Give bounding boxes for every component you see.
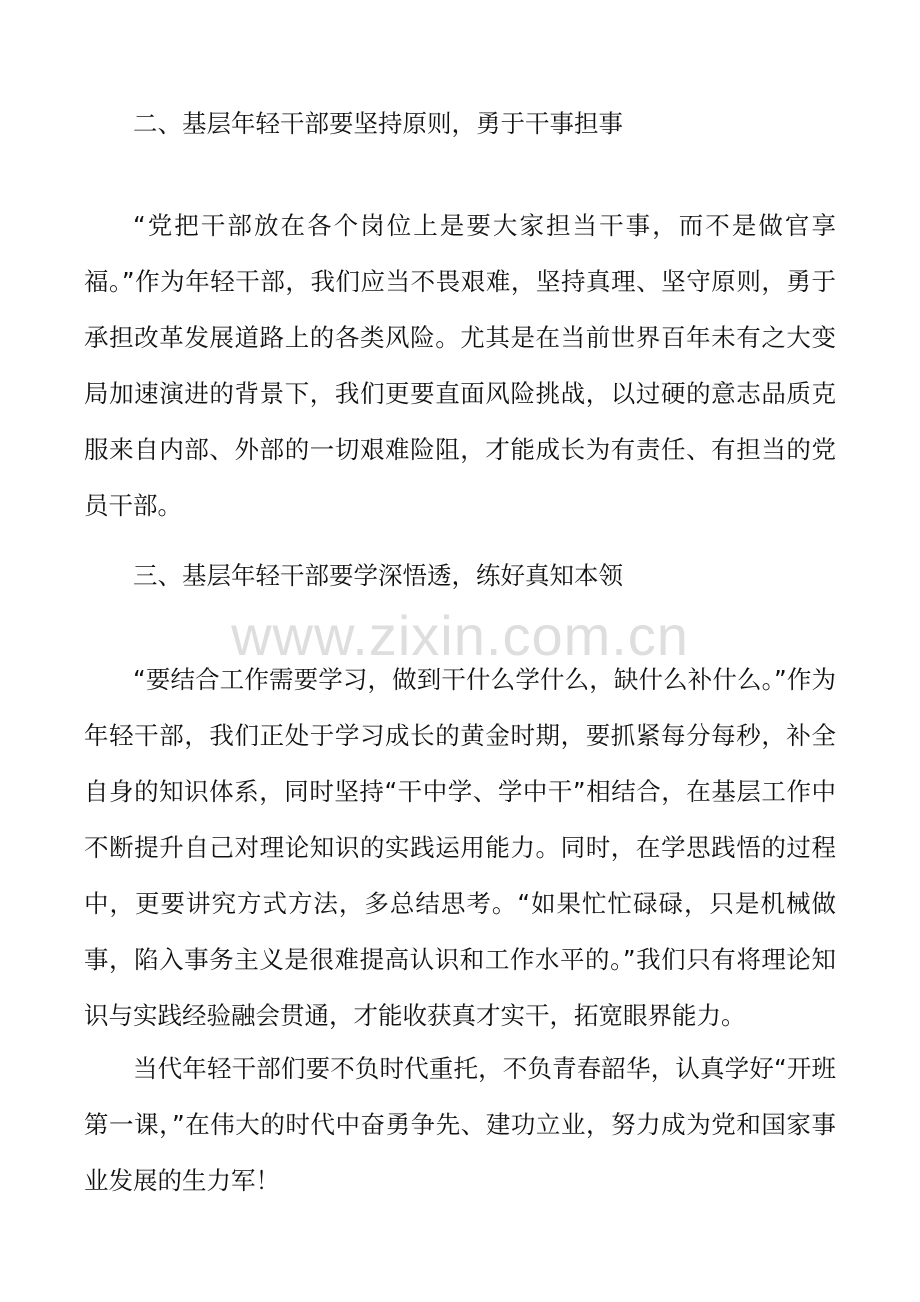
paragraph-3: 当代年轻干部们要不负时代重托，不负青春韶华，认真学好“开班第一课，”在伟大的时代中奋勇争先、建功立业，努力成为党和国家事业发展的生力军！ (84, 1054, 836, 1195)
paragraph-2: “要结合工作需要学习，做到干什么学什么，缺什么补什么。”作为年轻干部，我们正处于学习成长的黄金时期，要抓紧每分每秒，补全自身的知识体系，同时坚持“干中学、学中干”相结合，在基层工作中不断提升自己对理论知识的实践运用能力。同时，在学思践悟的过程中，更要讲究方式方法，多总结思考。“如果忙忙碌碌，只是机械做事，陷入事务主义是很难提高认识和工作水平的。”我们只有将理论知识与实践经验融会贯通，才能收获真才实干，拓宽眼界能力。 (84, 665, 836, 1030)
paragraph-1: “党把干部放在各个岗位上是要大家担当干事，而不是做官享福。”作为年轻干部，我们应当不畏艰难，坚持真理、坚守原则，勇于承担改革发展道路上的各类风险。尤其是在当前世界百年未有之大变局加速演进的背景下，我们更要直面风险挑战，以过硬的意志品质克服来自内部、外部的一切艰难险阻，才能成长为有责任、有担当的党员干部。 (84, 211, 836, 520)
watermark: www.zixin.com.cn (231, 604, 689, 667)
section-heading-3: 三、基层年轻干部要学深悟透，练好真知本领 (133, 561, 623, 590)
section-heading-2: 二、基层年轻干部要坚持原则，勇于干事担事 (133, 109, 623, 138)
